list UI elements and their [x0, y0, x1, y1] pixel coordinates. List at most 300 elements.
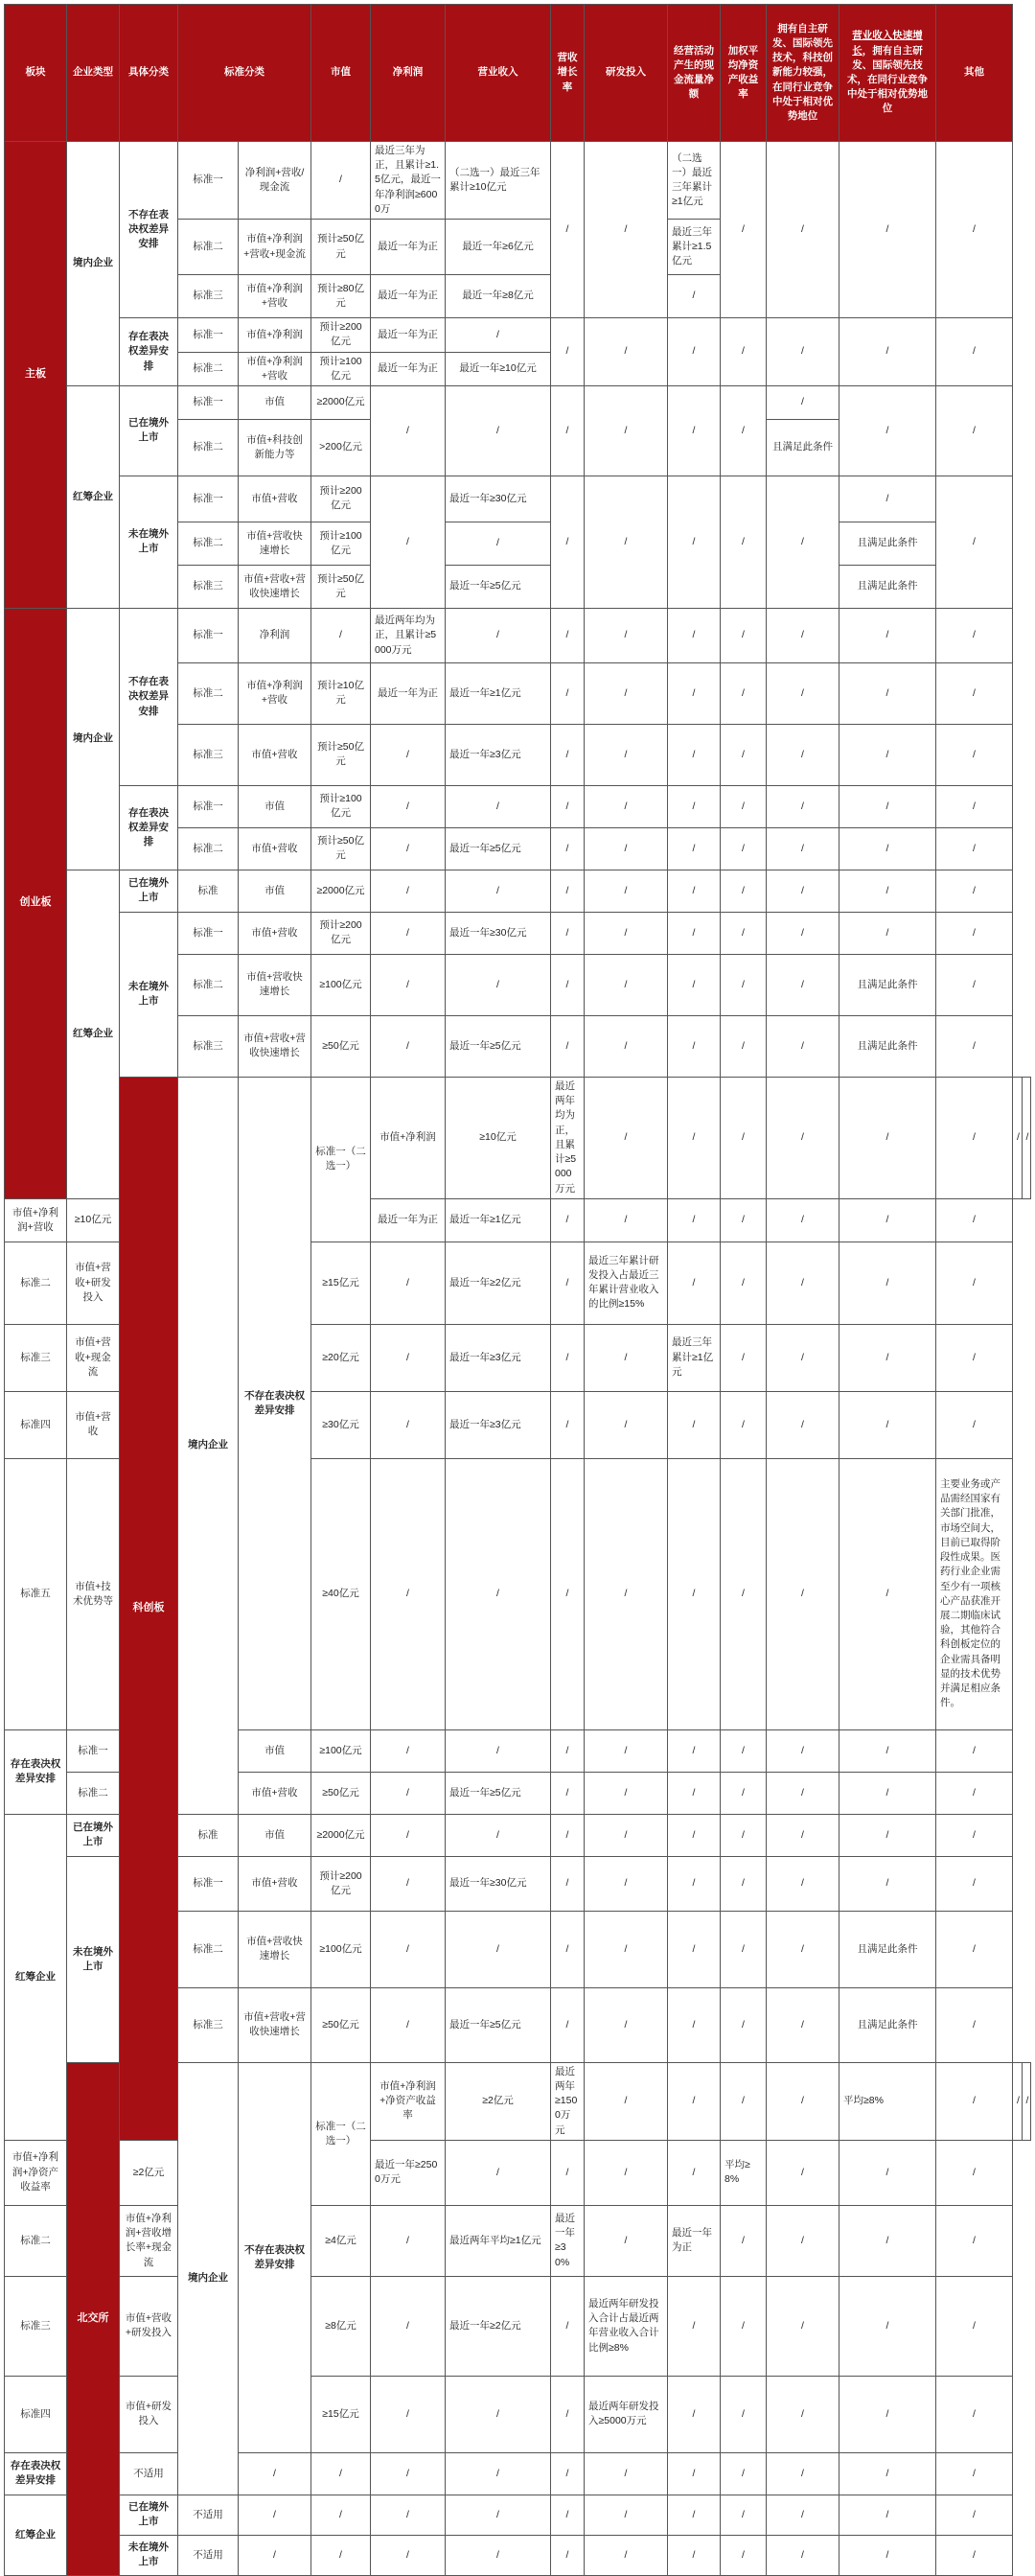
std-name: 标准三 — [178, 724, 239, 785]
cell-other: / — [936, 662, 1013, 724]
cell-other: / — [936, 785, 1013, 827]
cell-rd: / — [585, 142, 668, 318]
cell-tech-a: / — [767, 318, 840, 386]
cell-market-cap: ≥8亿元 — [311, 2276, 371, 2376]
std-name: 标准一 — [178, 912, 239, 954]
cell-revenue-growth: / — [551, 912, 585, 954]
cell-cashflow: 最近一年为正 — [668, 2205, 721, 2276]
cell-tech-b: / — [840, 1242, 936, 1324]
std-name: 标准二 — [178, 220, 239, 275]
std-combo: 市值+净利润+营收 — [239, 352, 311, 385]
cell-revenue: 最近两年平均≥1亿元 — [446, 2205, 551, 2276]
table-row — [5, 870, 1031, 912]
std-name: 标准二 — [178, 1911, 239, 1987]
cell-net-profit: / — [371, 785, 446, 827]
cell-tech-b: 且满足此条件 — [840, 565, 936, 608]
std-combo: 市值+净利润 — [239, 318, 311, 352]
std-name: 标准二 — [178, 827, 239, 870]
sub-unlisted: 未在境外上市 — [120, 912, 178, 1077]
cell-tech-a: / — [767, 1458, 840, 1729]
cell-revenue: / — [446, 522, 551, 565]
cell-revenue: / — [446, 1814, 551, 1856]
cell-other: / — [936, 385, 1013, 476]
cell-rd: / — [585, 1324, 668, 1391]
std-combo: 市值+营收 — [239, 912, 311, 954]
company-domestic: 境内企业 — [178, 2062, 239, 2495]
cell-market-cap: ≥2亿元 — [120, 2140, 178, 2205]
cell-cashflow: / — [668, 1772, 721, 1814]
cell-other: / — [936, 870, 1013, 912]
cell-market-cap: ≥100亿元 — [311, 1729, 371, 1772]
cell-net-profit: / — [371, 1772, 446, 1814]
cell-roe: / — [721, 1911, 767, 1987]
std-combo: 市值+净利润+营收+现金流 — [239, 220, 311, 275]
cell-revenue-growth: / — [551, 2452, 585, 2495]
cell-net-profit: 最近一年为正 — [371, 220, 446, 275]
cell-rd: / — [721, 1077, 767, 1198]
cell-rd: / — [585, 2205, 668, 2276]
cell-revenue: 最近一年≥1亿元 — [446, 662, 551, 724]
cell-rd: / — [585, 476, 668, 608]
header-cashflow: 经营活动产生的现金流量净额 — [668, 5, 721, 142]
cell-roe: / — [721, 476, 767, 608]
header-tech-b-rest: ，拥有自主研发、国际领先技术，在同行业竞争中处于相对优势地位 — [847, 44, 928, 115]
cell-net-profit: 最近两年均为正，且累计≥5000万元 — [551, 1077, 585, 1198]
std-name: 不适用 — [120, 2452, 178, 2495]
cell-rd: / — [585, 1015, 668, 1077]
cell-revenue-growth: / — [551, 870, 585, 912]
cell-revenue-growth: / — [551, 1772, 585, 1814]
std-combo: 市值+营收+现金流 — [67, 1324, 120, 1391]
cell-roe: / — [721, 1015, 767, 1077]
cell-tech-b: 且满足此条件 — [840, 1987, 936, 2062]
cell-tech-b: / — [840, 1458, 936, 1729]
cell-revenue: / — [446, 2376, 551, 2452]
cell-rd: / — [721, 2062, 767, 2140]
std-name: 标准一 — [178, 785, 239, 827]
cell-tech-a: 且满足此条件 — [767, 419, 840, 476]
table-row — [5, 142, 1031, 220]
std-name: 标准一（二选一） — [311, 2062, 371, 2205]
table-row — [5, 1077, 1031, 1198]
header-tech-b-underlined: 营业收入快速增长 — [852, 30, 923, 57]
cell-revenue-growth: / — [551, 142, 585, 318]
sub-listed: 已在境外上市 — [120, 385, 178, 476]
header-net-profit: 净利润 — [371, 5, 446, 142]
cell-tech-b: / — [840, 608, 936, 662]
cell-market-cap: ≥100亿元 — [311, 1911, 371, 1987]
cell-net-profit: / — [371, 2452, 446, 2495]
cell-tech-b: / — [840, 912, 936, 954]
cell-tech-b: / — [840, 385, 936, 476]
cell-rd: / — [585, 318, 668, 386]
cell-net-profit: 最近一年为正 — [371, 662, 446, 724]
cell-market-cap: / — [311, 2452, 371, 2495]
cell-net-profit: / — [371, 912, 446, 954]
table-row — [5, 2495, 1031, 2535]
std-combo: 市值+营收+研发投入 — [120, 2276, 178, 2376]
company-redchip: 红筹企业 — [5, 2495, 67, 2575]
cell-cashflow: / — [668, 1391, 721, 1458]
std-name: 标准四 — [5, 2376, 67, 2452]
std-name: 标准二 — [178, 522, 239, 565]
cell-tech-a: / — [767, 724, 840, 785]
cell-other: / — [936, 724, 1013, 785]
cell-roe: / — [721, 2276, 767, 2376]
cell-other: / — [936, 1911, 1013, 1987]
cell-other: / — [936, 912, 1013, 954]
cell-other: / — [936, 827, 1013, 870]
cell-other: / — [936, 1198, 1013, 1242]
cell-cashflow: / — [668, 2276, 721, 2376]
cell-roe: / — [721, 1242, 767, 1324]
cell-rd: / — [585, 1772, 668, 1814]
std-name: 标准二 — [178, 954, 239, 1015]
cell-revenue-growth: / — [551, 2276, 585, 2376]
cell-market-cap: ≥15亿元 — [311, 2376, 371, 2452]
cell-net-profit: / — [371, 2495, 446, 2535]
cell-rd: / — [585, 1729, 668, 1772]
cell-rd: / — [585, 954, 668, 1015]
cell-revenue: / — [446, 318, 551, 352]
cell-roe: / — [721, 954, 767, 1015]
cell-cashflow: / — [767, 2062, 840, 2140]
std-name: 标准一 — [67, 1729, 120, 1772]
cell-revenue: 最近一年≥30亿元 — [446, 476, 551, 522]
cell-other: / — [1022, 2062, 1031, 2140]
sub-listed: 已在境外上市 — [67, 1814, 120, 1856]
std-combo: 市值+净利润+营收增长率+现金流 — [120, 2205, 178, 2276]
cell-tech-a: / — [767, 1324, 840, 1391]
std-name: 标准 — [178, 1814, 239, 1856]
cell-market-cap: ≥30亿元 — [311, 1391, 371, 1458]
cell-cashflow: / — [668, 1856, 721, 1911]
cell-tech-b: / — [840, 662, 936, 724]
cell-revenue: 最近一年≥3亿元 — [446, 724, 551, 785]
cell-roe: / — [721, 1856, 767, 1911]
cell-net-profit: 最近一年为正 — [371, 352, 446, 385]
cell-revenue: / — [446, 608, 551, 662]
cell-roe: / — [721, 1772, 767, 1814]
cell-tech-a: / — [767, 2495, 840, 2535]
cell-net-profit: 最近一年为正 — [371, 275, 446, 318]
cell-cashflow: / — [668, 318, 721, 386]
std-name: 标准二 — [178, 419, 239, 476]
cell-roe: / — [721, 608, 767, 662]
cell-tech-a: / — [767, 662, 840, 724]
listing-standards-table — [4, 4, 1031, 2576]
cell-other: / — [936, 142, 1013, 318]
cell-tech-b: / — [840, 2535, 936, 2575]
cell-tech-b: / — [840, 2276, 936, 2376]
cell-tech-a: / — [767, 1729, 840, 1772]
cell-revenue: 最近一年≥8亿元 — [446, 275, 551, 318]
cell-tech-b: / — [840, 1198, 936, 1242]
cell-market-cap: 预计≥10亿元 — [311, 662, 371, 724]
cell-revenue-growth: / — [551, 1198, 585, 1242]
cell-cashflow: / — [668, 2140, 721, 2205]
cell-other: / — [936, 1814, 1013, 1856]
cell-revenue-growth: / — [551, 2535, 585, 2575]
cell-tech-b: / — [840, 724, 936, 785]
cell-cashflow: / — [767, 1077, 840, 1198]
cell-revenue-growth: / — [551, 318, 585, 386]
cell-market-cap: / — [311, 2495, 371, 2535]
cell-revenue-growth: / — [551, 1911, 585, 1987]
cell-roe: / — [721, 2452, 767, 2495]
cell-market-cap: ≥2亿元 — [446, 2062, 551, 2140]
cell-tech-a: / — [767, 1391, 840, 1458]
header-other: 其他 — [936, 5, 1013, 142]
std-combo: 市值+营收+研发投入 — [67, 1242, 120, 1324]
cell-roe: 平均≥8% — [840, 2062, 936, 2140]
cell-revenue: 最近一年≥30亿元 — [446, 1856, 551, 1911]
std-combo: 市值+技术优势等 — [67, 1458, 120, 1729]
std-combo: / — [239, 2452, 311, 2495]
std-combo: 市值+营收 — [239, 827, 311, 870]
cell-tech-a: / — [767, 1772, 840, 1814]
std-combo: 市值+净利润+营收 — [5, 1198, 67, 1242]
table-row — [5, 2535, 1031, 2575]
table-row — [5, 2140, 1031, 2205]
cell-market-cap: / — [311, 142, 371, 220]
cell-rd: / — [585, 1391, 668, 1458]
std-combo: 市值+营收+营收快速增长 — [239, 1015, 311, 1077]
cell-roe: / — [721, 1198, 767, 1242]
cell-tech-b: / — [840, 1729, 936, 1772]
board-main: 主板 — [5, 142, 67, 609]
cell-tech-b: 且满足此条件 — [840, 522, 936, 565]
cell-rd: / — [585, 1198, 668, 1242]
table-row — [5, 318, 1031, 352]
cell-cashflow: / — [668, 1015, 721, 1077]
cell-cashflow: / — [668, 1198, 721, 1242]
cell-roe: / — [721, 1458, 767, 1729]
std-combo: 市值+净利润+营收 — [239, 275, 311, 318]
cell-revenue: / — [446, 870, 551, 912]
std-combo: / — [239, 2535, 311, 2575]
cell-market-cap: ≥4亿元 — [311, 2205, 371, 2276]
cell-roe: / — [721, 1729, 767, 1772]
cell-cashflow: / — [668, 1458, 721, 1729]
cell-revenue: 最近一年≥2亿元 — [446, 1242, 551, 1324]
cell-net-profit: / — [371, 2205, 446, 2276]
std-name: 标准一 — [178, 385, 239, 419]
cell-roe: / — [721, 870, 767, 912]
cell-net-profit: / — [371, 1814, 446, 1856]
cell-market-cap: 预计≥200亿元 — [311, 1856, 371, 1911]
std-name: 标准三 — [178, 565, 239, 608]
cell-net-profit: / — [371, 724, 446, 785]
cell-revenue-growth: / — [551, 785, 585, 827]
cell-tech-a: / — [767, 608, 840, 662]
std-combo: 市值+净利润+净资产收益率 — [371, 2062, 446, 2140]
cell-roe: / — [721, 2495, 767, 2535]
cell-rd: / — [585, 827, 668, 870]
cell-revenue-growth: / — [551, 1391, 585, 1458]
cell-roe: / — [721, 2205, 767, 2276]
cell-market-cap: 预计≥100亿元 — [311, 522, 371, 565]
sub-listed: 已在境外上市 — [120, 2495, 178, 2535]
cell-revenue: / — [446, 1729, 551, 1772]
cell-market-cap: 预计≥50亿元 — [311, 565, 371, 608]
cell-cashflow: / — [668, 785, 721, 827]
cell-rd: / — [585, 1458, 668, 1729]
std-combo: 市值+营收+营收快速增长 — [239, 565, 311, 608]
cell-cashflow: / — [668, 2535, 721, 2575]
header-revenue-growth: 营收增长率 — [551, 5, 585, 142]
cell-tech-a: / — [767, 1198, 840, 1242]
cell-tech-b: / — [840, 2495, 936, 2535]
cell-cashflow: / — [668, 1911, 721, 1987]
sub-diff: 存在表决权差异安排 — [5, 1729, 67, 1814]
cell-market-cap: ≥2000亿元 — [311, 870, 371, 912]
cell-net-profit: / — [371, 1391, 446, 1458]
cell-tech-a: / — [767, 2376, 840, 2452]
cell-other: / — [936, 1391, 1013, 1458]
sub-no-diff: 不存在表决权差异安排 — [239, 2062, 311, 2452]
cell-revenue-growth: / — [551, 1324, 585, 1391]
cell-other: / — [936, 1729, 1013, 1772]
table-row — [5, 2276, 1031, 2376]
cell-market-cap: ≥2000亿元 — [311, 1814, 371, 1856]
cell-tech-a: / — [767, 2205, 840, 2276]
cell-rd: / — [585, 608, 668, 662]
cell-market-cap: ≥100亿元 — [311, 954, 371, 1015]
board-star: 科创板 — [120, 1077, 178, 2140]
cell-other: / — [936, 2205, 1013, 2276]
cell-net-profit: / — [371, 2535, 446, 2575]
cell-market-cap: 预计≥50亿元 — [311, 724, 371, 785]
cell-tech-a: / — [767, 2452, 840, 2495]
cell-cashflow: / — [668, 1242, 721, 1324]
std-combo: 市值+营收快速增长 — [239, 954, 311, 1015]
cell-market-cap: ≥10亿元 — [446, 1077, 551, 1198]
cell-other: / — [936, 1856, 1013, 1911]
cell-tech-a: / — [767, 785, 840, 827]
cell-other: 主要业务或产品需经国家有关部门批准，市场空间大，目前已取得阶段性成果。医药行业企业需至少有一项核心产品获准开展二期临床试验，其他符合科创板定位的企业需具备明显的技术优势并满足相应条件。 — [936, 1458, 1013, 1729]
cell-tech-b: / — [840, 2140, 936, 2205]
cell-net-profit: / — [371, 1729, 446, 1772]
cell-net-profit: / — [371, 1856, 446, 1911]
std-combo: 市值+科技创新能力等 — [239, 419, 311, 476]
cell-other: / — [936, 2140, 1013, 2205]
cell-net-profit: / — [371, 870, 446, 912]
cell-revenue-growth: / — [551, 1458, 585, 1729]
std-name: 标准一 — [178, 476, 239, 522]
cell-revenue-growth: / — [551, 827, 585, 870]
header-rd: 研发投入 — [585, 5, 668, 142]
cell-market-cap: ≥50亿元 — [311, 1772, 371, 1814]
std-name: 标准三 — [5, 2276, 67, 2376]
cell-tech-b: 且满足此条件 — [840, 1911, 936, 1987]
cell-revenue-growth: / — [551, 724, 585, 785]
cell-rd: / — [585, 1911, 668, 1987]
cell-roe: / — [721, 2376, 767, 2452]
cell-net-profit: / — [371, 827, 446, 870]
cell-roe: / — [721, 142, 767, 318]
cell-cashflow: / — [668, 1729, 721, 1772]
cell-tech-b: / — [840, 1772, 936, 1814]
cell-cashflow: / — [668, 662, 721, 724]
cell-revenue-growth: / — [551, 1987, 585, 2062]
cell-market-cap: 预计≥200亿元 — [311, 318, 371, 352]
header-market-cap: 市值 — [311, 5, 371, 142]
cell-rd: / — [585, 385, 668, 476]
cell-revenue-growth: / — [551, 385, 585, 476]
cell-net-profit: 最近两年≥1500万元 — [551, 2062, 585, 2140]
std-combo: 净利润+营收/现金流 — [239, 142, 311, 220]
sub-no-diff: 不存在表决权差异安排 — [120, 142, 178, 318]
company-redchip: 红筹企业 — [5, 1814, 67, 2140]
cell-revenue: 最近一年≥6亿元 — [446, 220, 551, 275]
sub-unlisted: 未在境外上市 — [120, 476, 178, 608]
cell-tech-b: / — [840, 142, 936, 318]
cell-revenue: 最近一年≥3亿元 — [446, 1324, 551, 1391]
cell-net-profit: / — [371, 476, 446, 608]
cell-rd: / — [585, 2140, 668, 2205]
cell-tech-a: / — [767, 476, 840, 608]
cell-revenue: / — [446, 2140, 551, 2205]
table-row — [5, 608, 1031, 662]
cell-cashflow: / — [668, 385, 721, 476]
cell-revenue-growth: 最近一年≥30% — [551, 2205, 585, 2276]
sub-listed: 已在境外上市 — [120, 870, 178, 912]
std-combo: 市值+营收 — [67, 1391, 120, 1458]
cell-tech-a: / — [767, 827, 840, 870]
board-chinext: 创业板 — [5, 608, 67, 1198]
cell-rd: / — [585, 785, 668, 827]
sub-diff: 存在表决权差异安排 — [120, 318, 178, 386]
cell-revenue: 最近一年≥5亿元 — [446, 1015, 551, 1077]
cell-market-cap: / — [311, 2535, 371, 2575]
std-name: 标准一 — [178, 142, 239, 220]
cell-other: / — [936, 2495, 1013, 2535]
cell-roe: 平均≥8% — [721, 2140, 767, 2205]
std-combo: 市值+净利润+营收 — [239, 662, 311, 724]
cell-tech-b: / — [840, 2205, 936, 2276]
std-combo: 净利润 — [239, 608, 311, 662]
cell-revenue-growth: / — [551, 1242, 585, 1324]
std-name: 标准一（二选一） — [311, 1077, 371, 1242]
std-name: 标准 — [178, 870, 239, 912]
cell-market-cap: ≥20亿元 — [311, 1324, 371, 1391]
table-row — [5, 385, 1031, 419]
cell-cashflow: / — [668, 724, 721, 785]
cell-net-profit: / — [371, 1458, 446, 1729]
cell-cashflow: （二选一）最近三年累计≥1亿元 — [668, 142, 721, 220]
cell-tech-b: / — [840, 318, 936, 386]
cell-tech-a: / — [767, 1015, 840, 1077]
std-combo: 市值 — [239, 385, 311, 419]
cell-net-profit: 最近一年≥2500万元 — [371, 2140, 446, 2205]
cell-tech-a: / — [767, 2140, 840, 2205]
std-name: 不适用 — [178, 2495, 239, 2535]
cell-tech-a: / — [767, 1856, 840, 1911]
cell-tech-a: / — [767, 1911, 840, 1987]
cell-market-cap: 预计≥100亿元 — [311, 352, 371, 385]
cell-rd: / — [585, 1814, 668, 1856]
table-row — [5, 2376, 1031, 2452]
cell-revenue: 最近一年≥10亿元 — [446, 352, 551, 385]
cell-net-profit: / — [371, 1987, 446, 2062]
table-row — [5, 2205, 1031, 2276]
cell-market-cap: / — [311, 608, 371, 662]
sub-unlisted: 未在境外上市 — [67, 1856, 120, 2062]
cell-tech-a: / — [767, 2276, 840, 2376]
cell-revenue-growth: / — [551, 476, 585, 608]
cell-roe: / — [721, 912, 767, 954]
